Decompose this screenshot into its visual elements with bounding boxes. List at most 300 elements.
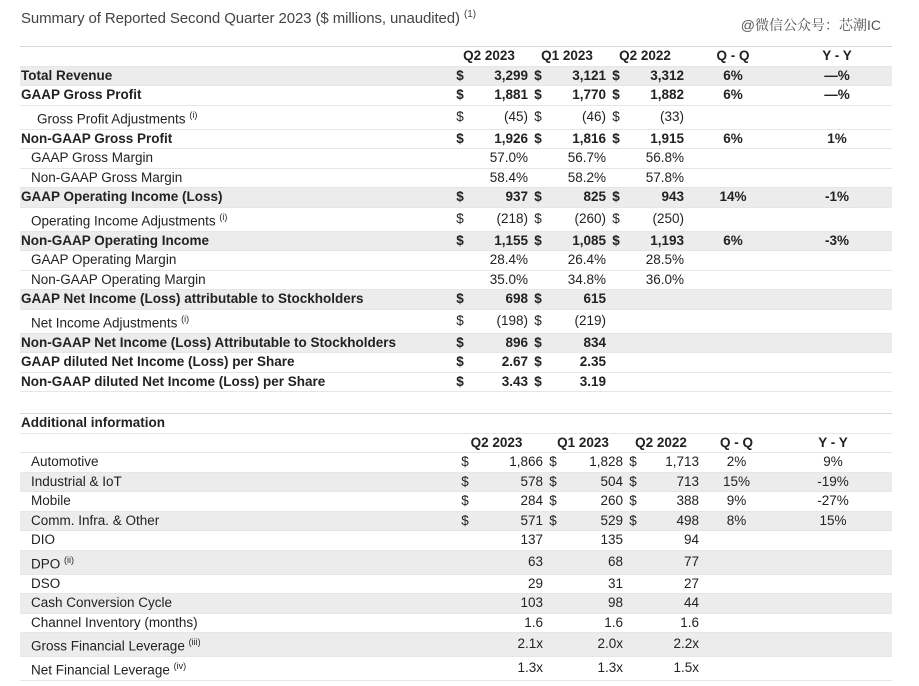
currency-symbol — [606, 149, 626, 169]
value-cell: (33) — [660, 108, 685, 124]
value-cell — [626, 333, 684, 353]
currency-symbol: $ — [456, 130, 464, 146]
value-cell: 937 — [505, 189, 529, 204]
additional-row — [20, 550, 892, 574]
summary-row — [20, 129, 892, 149]
value-cell: 3,121 — [572, 67, 607, 83]
currency-symbol: $ — [456, 373, 464, 389]
yy-change — [782, 353, 892, 373]
currency-symbol: $ — [461, 493, 469, 508]
currency-symbol — [543, 550, 563, 574]
yy-change — [782, 207, 892, 231]
currency-symbol: $ — [612, 130, 620, 146]
qq-change: 15% — [722, 473, 751, 489]
currency-symbol: $ — [534, 189, 542, 204]
value-cell: 3.43 — [501, 373, 529, 389]
currency-symbol — [450, 594, 480, 614]
currency-symbol: $ — [456, 108, 464, 124]
yy-change: -1% — [825, 189, 850, 204]
row-label-text: Cash Conversion Cycle — [31, 595, 173, 610]
value-cell: 3.19 — [579, 373, 607, 389]
currency-symbol: $ — [456, 334, 464, 350]
row-label — [20, 188, 450, 208]
row-label-text: Non-GAAP Net Income (Loss) Attributable to Stockholders — [21, 334, 397, 350]
value-cell: (218) — [496, 210, 529, 226]
footnote-marker: (i) — [189, 109, 198, 120]
additional-info-table — [20, 413, 892, 681]
currency-symbol: $ — [629, 454, 637, 469]
additional-row — [20, 472, 892, 492]
row-label — [20, 511, 450, 531]
row-label — [20, 129, 450, 149]
row-label-text: Total Revenue — [21, 67, 113, 83]
row-label-text: Net Financial Leverage — [31, 662, 170, 678]
summary-row — [20, 309, 892, 333]
value-cell: 77 — [683, 553, 699, 569]
currency-symbol: $ — [456, 291, 464, 306]
additional-row — [20, 531, 892, 551]
summary-table — [20, 46, 892, 392]
row-label-text: Non-GAAP diluted Net Income (Loss) per Share — [21, 373, 326, 389]
currency-symbol — [623, 531, 643, 551]
value-cell: 571 — [520, 512, 543, 528]
col-header: Q1 2023 — [557, 434, 609, 450]
value-cell: 1.6 — [524, 614, 543, 630]
value-cell: (45) — [504, 108, 529, 124]
col-header: Q2 2022 — [619, 48, 671, 63]
value-cell: 578 — [520, 473, 543, 489]
row-label-text: Comm. Infra. & Other — [31, 512, 160, 528]
summary-row — [20, 207, 892, 231]
label-header — [20, 47, 450, 67]
yy-change — [782, 372, 892, 392]
summary-row — [20, 105, 892, 129]
value-cell: 35.0% — [489, 271, 529, 287]
currency-symbol — [450, 613, 480, 633]
qq-change — [699, 574, 774, 594]
summary-row — [20, 149, 892, 169]
currency-symbol: $ — [534, 334, 542, 350]
currency-symbol — [450, 550, 480, 574]
currency-symbol: $ — [534, 291, 542, 306]
currency-symbol: $ — [456, 210, 464, 226]
row-label-text: Industrial & IoT — [31, 473, 122, 489]
value-cell: 3,312 — [650, 67, 685, 83]
row-label-text: GAAP Gross Margin — [31, 150, 154, 165]
additional-row — [20, 633, 892, 657]
currency-symbol: $ — [456, 354, 464, 369]
value-cell: (250) — [652, 210, 685, 226]
row-label-text: Non-GAAP Gross Profit — [21, 130, 173, 146]
currency-symbol: $ — [534, 87, 542, 102]
summary-row — [20, 231, 892, 251]
currency-symbol — [450, 657, 480, 681]
row-label — [20, 472, 450, 492]
additional-row — [20, 594, 892, 614]
qq-change — [699, 657, 774, 681]
value-cell: 58.2% — [567, 169, 607, 185]
value-cell: 56.7% — [567, 150, 607, 165]
value-cell: 698 — [505, 291, 529, 306]
value-cell: (46) — [582, 108, 607, 124]
value-cell — [626, 309, 684, 333]
yy-change — [782, 270, 892, 290]
yy-change — [782, 309, 892, 333]
row-label-text: Mobile — [31, 493, 71, 508]
currency-symbol: $ — [629, 512, 637, 528]
row-label — [20, 149, 450, 169]
currency-symbol: $ — [549, 473, 557, 489]
footnote-marker: (i) — [219, 211, 228, 222]
currency-symbol: $ — [534, 67, 542, 83]
qq-change: 14% — [719, 189, 747, 204]
yy-change — [774, 550, 892, 574]
value-cell: 28.5% — [645, 252, 685, 267]
yy-change: 1% — [827, 130, 847, 146]
section-title: Additional information — [21, 415, 165, 430]
currency-symbol — [450, 574, 480, 594]
currency-symbol: $ — [456, 189, 464, 204]
value-cell: 2.2x — [673, 636, 699, 652]
value-cell: 57.8% — [645, 169, 685, 185]
qq-change — [684, 309, 782, 333]
row-label-text: GAAP Gross Profit — [21, 87, 142, 102]
yy-change — [774, 531, 892, 551]
value-cell: 529 — [600, 512, 623, 528]
col-header: Q - Q — [720, 434, 753, 450]
currency-symbol — [606, 309, 626, 333]
currency-symbol: $ — [629, 493, 637, 508]
row-label — [20, 333, 450, 353]
currency-symbol — [623, 613, 643, 633]
value-cell: 1,713 — [665, 454, 699, 469]
yy-change — [782, 168, 892, 188]
currency-symbol: $ — [534, 312, 542, 328]
currency-symbol: $ — [549, 454, 557, 469]
row-label-text: Automotive — [31, 454, 99, 469]
value-cell: 388 — [676, 493, 699, 508]
value-cell: 63 — [527, 553, 543, 569]
currency-symbol: $ — [461, 512, 469, 528]
value-cell: 3,299 — [494, 67, 529, 83]
qq-change — [684, 251, 782, 271]
value-cell: (219) — [574, 312, 607, 328]
qq-change: 2% — [726, 454, 747, 469]
value-cell: 943 — [661, 189, 685, 204]
value-cell: 713 — [676, 473, 699, 489]
value-cell: (198) — [496, 312, 529, 328]
value-cell: 1,193 — [650, 232, 685, 248]
summary-row — [20, 270, 892, 290]
qq-change — [684, 149, 782, 169]
currency-symbol — [543, 574, 563, 594]
currency-symbol: $ — [534, 210, 542, 226]
value-cell: 1.6 — [680, 614, 699, 630]
summary-body — [20, 66, 892, 392]
value-cell: 1.3x — [597, 660, 623, 676]
value-cell: (260) — [574, 210, 607, 226]
currency-symbol — [606, 168, 626, 188]
qq-change — [699, 550, 774, 574]
value-cell: 1,926 — [494, 130, 529, 146]
value-cell: 1,881 — [494, 87, 529, 102]
currency-symbol — [450, 168, 470, 188]
currency-symbol: $ — [461, 454, 469, 469]
currency-symbol — [543, 594, 563, 614]
currency-symbol: $ — [456, 312, 464, 328]
row-label — [20, 372, 450, 392]
currency-symbol: $ — [612, 108, 620, 124]
currency-symbol: $ — [549, 512, 557, 528]
currency-symbol: $ — [629, 473, 637, 489]
value-cell: 1,816 — [572, 130, 607, 146]
col-header: Y - Y — [818, 434, 848, 450]
qq-change: 6% — [723, 130, 743, 146]
additional-row — [20, 453, 892, 473]
row-label — [20, 207, 450, 231]
row-label — [20, 86, 450, 106]
value-cell: 98 — [607, 595, 623, 610]
currency-symbol — [623, 657, 643, 681]
additional-row — [20, 492, 892, 512]
qq-change — [699, 633, 774, 657]
row-label-text: GAAP Operating Margin — [31, 252, 177, 267]
qq-change — [684, 207, 782, 231]
currency-symbol — [623, 633, 643, 657]
value-cell: 57.0% — [489, 150, 529, 165]
currency-symbol — [606, 353, 626, 373]
value-cell: 29 — [527, 575, 543, 591]
yy-change — [774, 574, 892, 594]
yy-change — [774, 633, 892, 657]
title-footnote: (1) — [464, 9, 476, 20]
value-cell: 36.0% — [645, 271, 685, 287]
row-label-text: DSO — [31, 575, 61, 591]
row-label — [20, 531, 450, 551]
additional-row — [20, 574, 892, 594]
additional-row — [20, 511, 892, 531]
qq-change: 6% — [723, 232, 743, 248]
value-cell: 1,770 — [572, 87, 607, 102]
currency-symbol — [528, 149, 548, 169]
additional-row — [20, 613, 892, 633]
row-label — [20, 290, 450, 310]
row-label — [20, 66, 450, 86]
value-cell: 2.0x — [597, 636, 623, 652]
currency-symbol — [528, 168, 548, 188]
qq-change — [699, 613, 774, 633]
row-label — [20, 251, 450, 271]
yy-change — [782, 251, 892, 271]
row-label — [20, 574, 450, 594]
currency-symbol: $ — [534, 108, 542, 124]
currency-symbol — [606, 333, 626, 353]
row-label-text: Operating Income Adjustments — [31, 213, 216, 228]
value-cell: 1,882 — [650, 87, 685, 102]
currency-symbol: $ — [612, 67, 620, 83]
row-label — [20, 550, 450, 574]
row-label — [20, 657, 450, 681]
yy-change: -19% — [817, 473, 849, 489]
page-title: Summary of Reported Second Quarter 2023 ($ millions, unaudited) $^{(1)}$ — [21, 9, 476, 27]
currency-symbol: $ — [461, 473, 469, 489]
currency-symbol: $ — [534, 354, 542, 369]
row-label-text: Non-GAAP Operating Margin — [31, 271, 206, 287]
value-cell: 28.4% — [489, 252, 529, 267]
row-label — [20, 453, 450, 473]
value-cell: 834 — [583, 334, 607, 350]
yy-change — [774, 594, 892, 614]
currency-symbol — [606, 270, 626, 290]
currency-symbol: $ — [612, 87, 620, 102]
yy-change — [782, 290, 892, 310]
summary-row — [20, 353, 892, 373]
row-label-text: GAAP Net Income (Loss) attributable to Stockholders — [21, 291, 364, 306]
col-header: Q1 2023 — [541, 48, 593, 63]
value-cell: 56.8% — [645, 150, 685, 165]
qq-change: 9% — [726, 493, 747, 508]
qq-change — [699, 531, 774, 551]
currency-symbol: $ — [612, 210, 620, 226]
value-cell: 1,866 — [509, 454, 543, 469]
currency-symbol — [528, 251, 548, 271]
summary-row — [20, 66, 892, 86]
col-header: Q2 2023 — [470, 434, 523, 450]
currency-symbol: $ — [456, 67, 464, 83]
footnote-marker: (iv) — [173, 661, 187, 671]
row-label-text: Net Income Adjustments — [31, 315, 178, 330]
value-cell: 615 — [583, 291, 607, 306]
row-label-text: DIO — [31, 532, 56, 547]
summary-row — [20, 290, 892, 310]
qq-change — [684, 105, 782, 129]
qq-change — [684, 372, 782, 392]
col-header: Y - Y — [822, 48, 852, 63]
yy-change: —% — [824, 87, 850, 102]
currency-symbol — [623, 594, 643, 614]
value-cell: 58.4% — [489, 169, 529, 185]
yy-change: -27% — [817, 493, 849, 508]
yy-change — [782, 333, 892, 353]
currency-symbol: $ — [612, 189, 620, 204]
summary-row — [20, 333, 892, 353]
qq-change — [684, 353, 782, 373]
summary-row — [20, 188, 892, 208]
value-cell: 137 — [520, 532, 543, 547]
currency-symbol — [543, 531, 563, 551]
currency-symbol — [543, 657, 563, 681]
additional-section-row — [20, 414, 892, 434]
footnote-marker: (i) — [181, 313, 190, 324]
currency-symbol — [450, 251, 470, 271]
value-cell: 825 — [583, 189, 607, 204]
row-label-text: Gross Financial Leverage — [31, 638, 185, 654]
row-label — [20, 168, 450, 188]
yy-change: -3% — [825, 232, 850, 248]
value-cell: 44 — [683, 595, 699, 610]
value-cell: 1.3x — [517, 660, 543, 676]
qq-change: 6% — [723, 67, 743, 83]
yy-change: —% — [824, 67, 850, 83]
value-cell — [626, 353, 684, 373]
footnote-marker: (iii) — [188, 637, 201, 647]
value-cell: 1,915 — [650, 130, 685, 146]
value-cell: 1,828 — [589, 454, 623, 469]
qq-change — [684, 290, 782, 310]
row-label-text: Non-GAAP Gross Margin — [31, 169, 183, 185]
value-cell: 260 — [600, 493, 623, 508]
currency-symbol — [623, 550, 643, 574]
row-label — [20, 492, 450, 512]
value-cell: 896 — [505, 334, 529, 350]
yy-change — [774, 657, 892, 681]
value-cell: 94 — [683, 532, 699, 547]
value-cell: 284 — [520, 493, 543, 508]
currency-symbol: $ — [456, 87, 464, 102]
value-cell: 1.5x — [673, 660, 699, 676]
row-label — [20, 105, 450, 129]
currency-symbol — [450, 270, 470, 290]
summary-row — [20, 168, 892, 188]
value-cell: 103 — [520, 595, 543, 610]
yy-change: 15% — [819, 512, 847, 528]
watermark: @微信公众号：芯潮IC — [740, 17, 881, 33]
currency-symbol: $ — [534, 373, 542, 389]
col-header: Q2 2023 — [463, 48, 515, 63]
additional-body — [20, 453, 892, 681]
value-cell: 34.8% — [567, 271, 607, 287]
row-label — [20, 231, 450, 251]
qq-change — [684, 168, 782, 188]
row-label — [20, 613, 450, 633]
additional-row — [20, 657, 892, 681]
currency-symbol — [450, 633, 480, 657]
yy-change — [774, 613, 892, 633]
qq-change — [699, 594, 774, 614]
row-label — [20, 353, 450, 373]
row-label-text: Gross Profit Adjustments — [37, 111, 186, 126]
row-label — [20, 594, 450, 614]
summary-row — [20, 251, 892, 271]
currency-symbol: $ — [612, 232, 620, 248]
currency-symbol — [450, 531, 480, 551]
label-header — [20, 433, 450, 453]
qq-change: 8% — [726, 512, 747, 528]
value-cell: 31 — [607, 575, 623, 591]
currency-symbol — [543, 633, 563, 657]
qq-change — [684, 333, 782, 353]
value-cell: 2.1x — [517, 636, 543, 652]
currency-symbol — [450, 149, 470, 169]
value-cell: 135 — [600, 532, 623, 547]
currency-symbol: $ — [534, 130, 542, 146]
value-cell: 2.67 — [501, 354, 529, 369]
currency-symbol — [606, 251, 626, 271]
row-label-text: Non-GAAP Operating Income — [21, 232, 210, 248]
footnote-marker: (ii) — [64, 554, 75, 565]
value-cell: 27 — [683, 575, 699, 591]
value-cell — [626, 372, 684, 392]
summary-row — [20, 86, 892, 106]
additional-header-row — [20, 433, 892, 453]
yy-change — [782, 149, 892, 169]
value-cell — [626, 290, 684, 310]
summary-header-row — [20, 47, 892, 67]
row-label — [20, 309, 450, 333]
value-cell: 1,155 — [494, 232, 529, 248]
row-label — [20, 633, 450, 657]
currency-symbol — [623, 574, 643, 594]
